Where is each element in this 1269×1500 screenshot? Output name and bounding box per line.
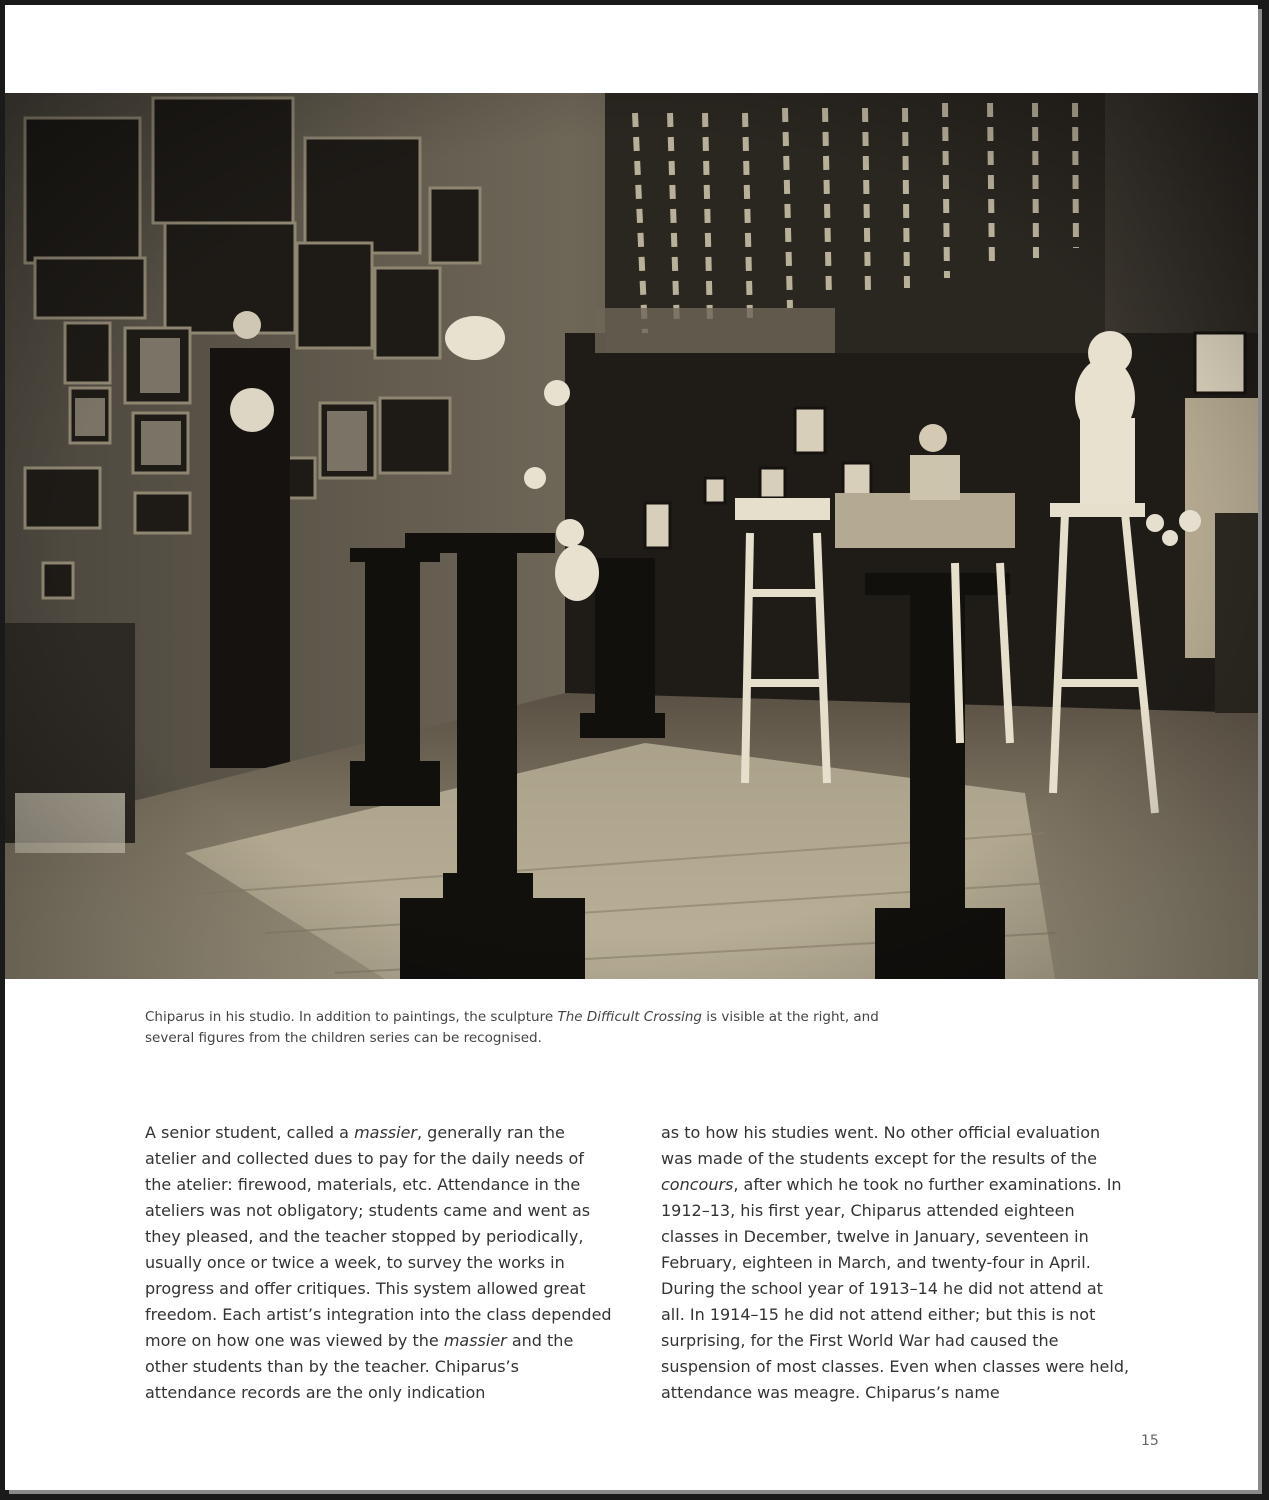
left-italic-massier-1: massier — [354, 1123, 417, 1142]
left-text-3: and the other students than by the teacher. Chiparus’s attendance records are the only indication — [145, 1331, 574, 1402]
caption-text-end: is visible at the right, and several figures from the children series can be recognised. — [145, 1009, 879, 1046]
photo-caption — [145, 1007, 905, 1049]
caption-sculpture-title: The Difficult Crossing — [557, 1009, 702, 1025]
right-text-1: as to how his studies went. No other official evaluation was made of the students except for the results of the — [661, 1123, 1101, 1168]
left-text-1: A senior student, called a — [145, 1123, 355, 1142]
studio-photo-drawing — [5, 93, 1258, 979]
page-number: 15 — [1141, 1433, 1159, 1449]
left-italic-massier-2: massier — [443, 1331, 507, 1350]
book-page — [5, 5, 1258, 1490]
right-italic-concours: concours — [661, 1175, 734, 1194]
left-text-2: , generally ran the atelier and collected dues to pay for the daily needs of the atelier: firewood, materials, etc. Attendance in the ateliers was not obligatory; students came and went as they pleased, and the teacher stopped by periodically, usually once or twice a week, to survey the works in progress and offer critiques. This system allowed great freedom. Each artist’s integration into the class depended more on how one was viewed by the — [145, 1123, 612, 1350]
right-text-2: , after which he took no further examinations. In 1912–13, his first year, Chiparus attended eighteen classes in December, twelve in January, seventeen in February, eighteen in March, and twenty-four in April. During the school year of 1913–14 he did not attend at all. In 1914–15 he did not attend either; but this is not surprising, for the First World War had caused the suspension of most classes. Even when classes were held, attendance was meagre. Chiparus’s name — [661, 1175, 1130, 1402]
body-text-left-column — [145, 1120, 615, 1406]
caption-text-start: Chiparus in his studio. In addition to paintings, the sculpture — [145, 1009, 558, 1025]
studio-photograph — [5, 93, 1258, 979]
body-text-right-column — [661, 1120, 1131, 1406]
